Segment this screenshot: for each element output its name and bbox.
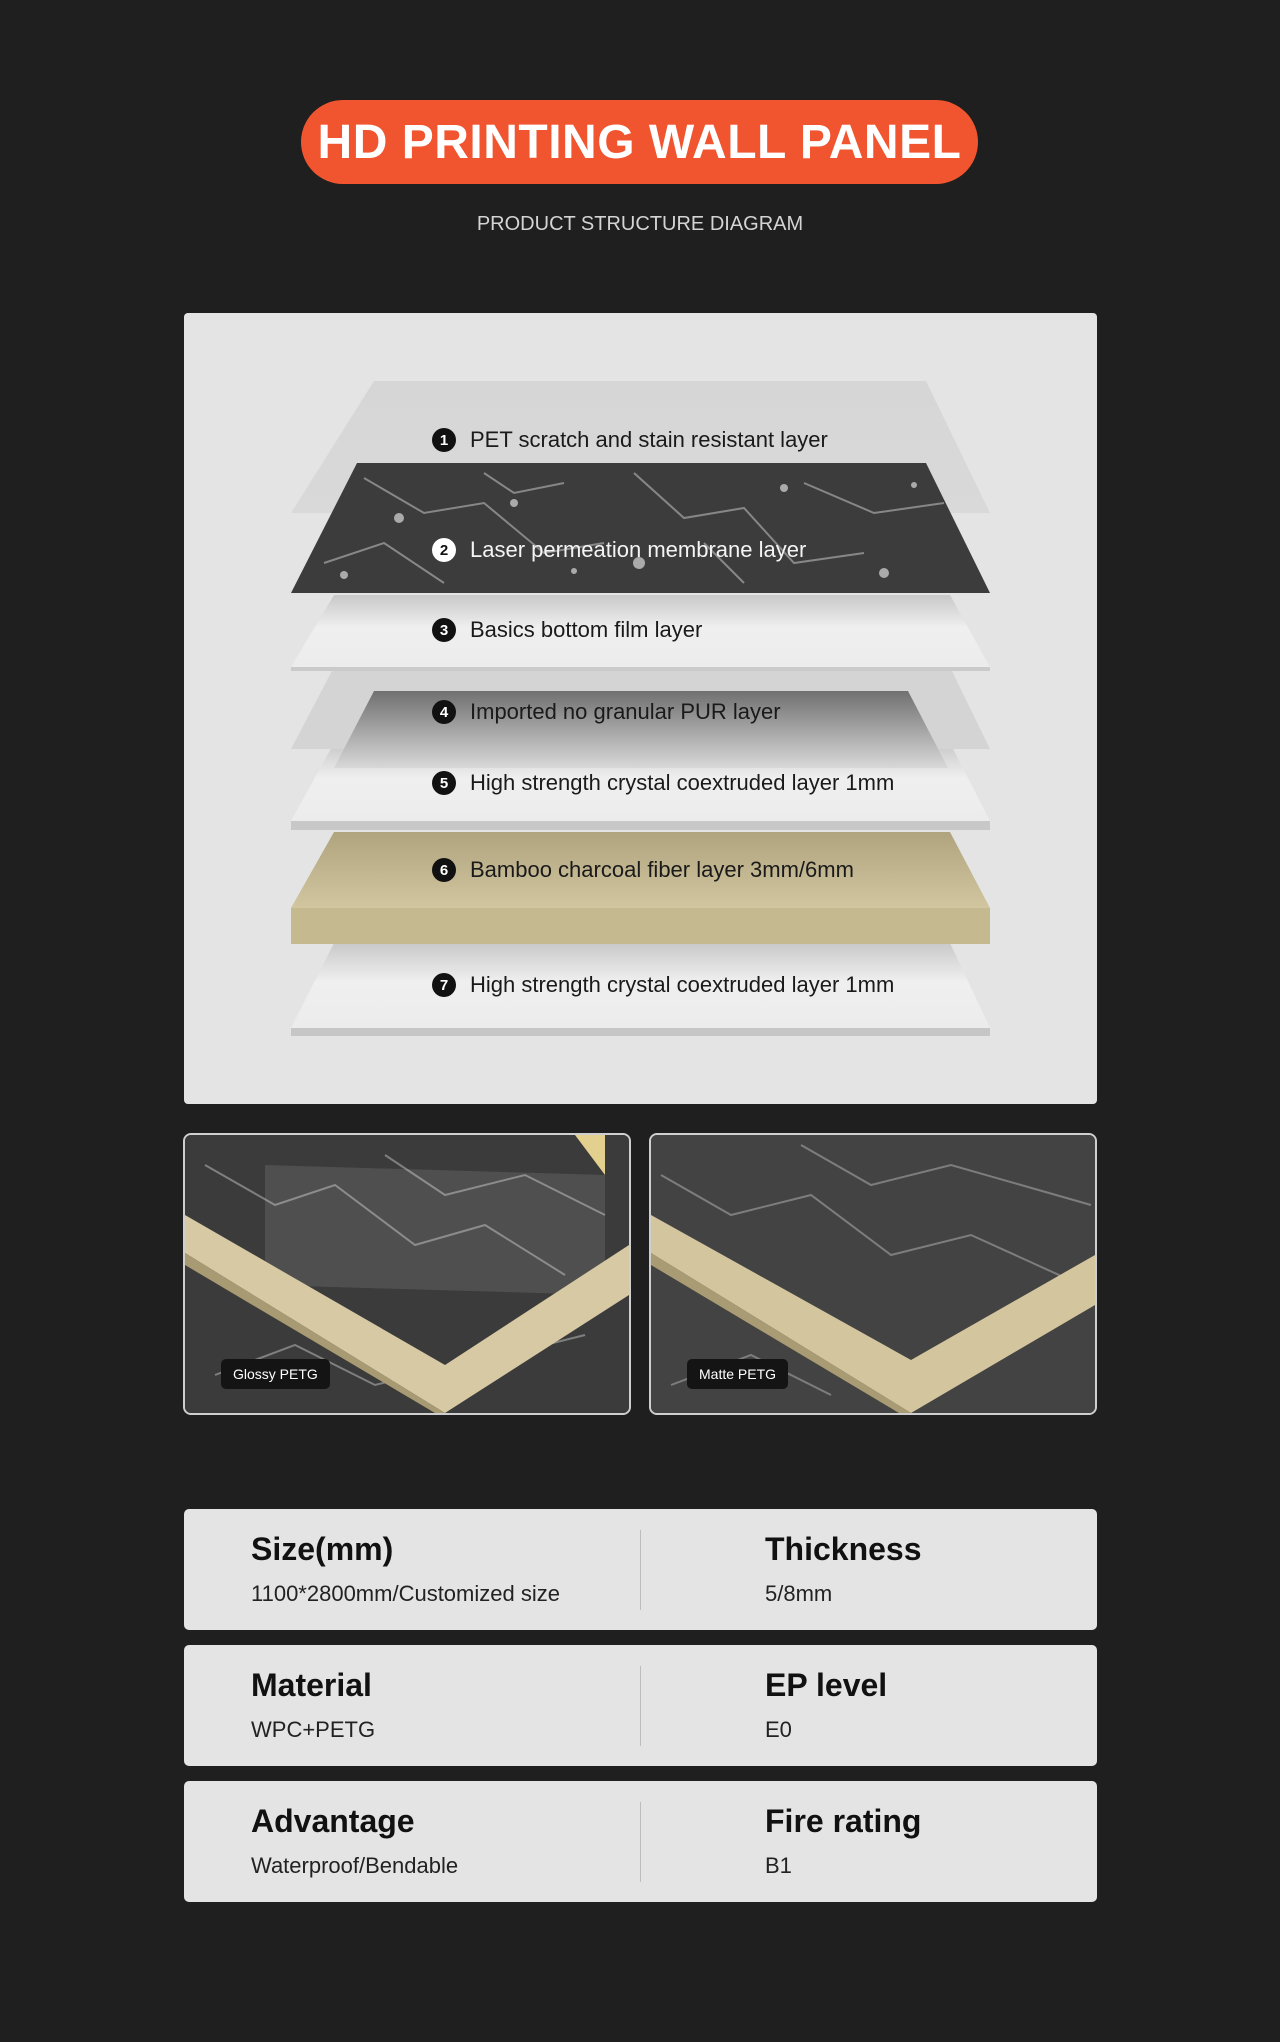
layer-label-2: [432, 535, 806, 565]
spec-value-size: 1100*2800mm/Customized size: [251, 1581, 560, 1606]
sample-tag-glossy: Glossy PETG: [221, 1359, 330, 1389]
layer-number-badge: 5: [432, 771, 456, 795]
layer-label-3: [432, 615, 702, 645]
spec-divider: [640, 1666, 641, 1746]
layer-label-4: [432, 697, 781, 727]
layer-number-badge: 6: [432, 858, 456, 882]
structure-diagram: [184, 313, 1097, 1104]
spec-label-material: Material: [251, 1667, 372, 1703]
layer-6-edge: [291, 908, 990, 944]
layer-5-edge: [291, 821, 990, 830]
page-title: HD PRINTING WALL PANEL: [301, 100, 978, 184]
spec-value-fire-rating: B1: [765, 1853, 792, 1878]
layer-number-badge: 4: [432, 700, 456, 724]
layer-label-text: Imported no granular PUR layer: [470, 699, 781, 724]
layer-label-text: High strength crystal coextruded layer 1mm: [470, 770, 895, 795]
spec-label-fire-rating: Fire rating: [765, 1803, 922, 1839]
spec-label-thickness: Thickness: [765, 1531, 922, 1567]
layer-number-badge: 2: [432, 538, 456, 562]
layer-label-text: Laser permeation membrane layer: [470, 537, 807, 562]
spec-value-material: WPC+PETG: [251, 1717, 376, 1742]
layer-label-7: [432, 970, 894, 1000]
sample-tag-matte: Matte PETG: [687, 1359, 788, 1389]
layer-number-badge: 3: [432, 618, 456, 642]
layer-7-edge: [291, 1028, 990, 1036]
spec-label-size: Size(mm): [251, 1531, 394, 1567]
spec-value-advantage: Waterproof/Bendable: [251, 1853, 459, 1878]
spec-value-thickness: 5/8mm: [765, 1581, 833, 1606]
spec-label-advantage: Advantage: [251, 1803, 415, 1839]
spec-label-ep-level: EP level: [765, 1667, 888, 1703]
layer-label-text: PET scratch and stain resistant layer: [470, 427, 828, 452]
layer-3-edge: [291, 667, 990, 671]
layer-label-5: [432, 768, 894, 798]
page-subtitle: PRODUCT STRUCTURE DIAGRAM: [476, 213, 804, 235]
spec-row-size-thickness: [184, 1509, 1097, 1630]
spec-value-ep-level: E0: [765, 1717, 792, 1742]
spec-divider: [640, 1802, 641, 1882]
layer-number-badge: 1: [432, 428, 456, 452]
spec-divider: [640, 1530, 641, 1610]
spec-row-material-ep: [184, 1645, 1097, 1766]
sample-image-glossy: [183, 1133, 631, 1415]
spec-row-advantage-fire: [184, 1781, 1097, 1902]
layer-number-badge: 7: [432, 973, 456, 997]
layer-label-text: Bamboo charcoal fiber layer 3mm/6mm: [470, 857, 854, 882]
layer-label-1: [432, 425, 828, 455]
layer-label-text: Basics bottom film layer: [470, 617, 703, 642]
sample-image-matte: [649, 1133, 1097, 1415]
layer-label-text: High strength crystal coextruded layer 1mm: [470, 972, 895, 997]
layer-label-6: [432, 855, 854, 885]
